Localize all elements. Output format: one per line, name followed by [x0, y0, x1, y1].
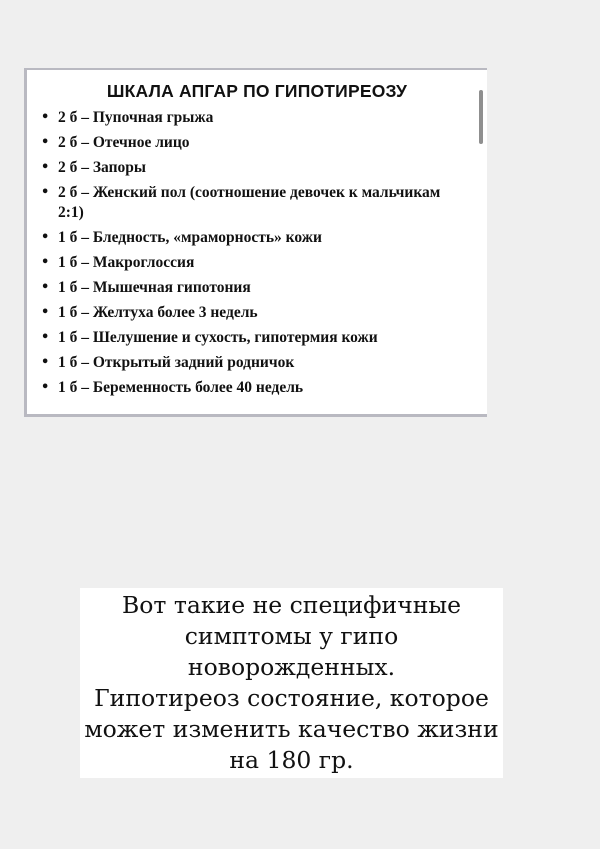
caption-line: симптомы у гипо [184, 622, 399, 650]
caption-line: Гипотиреоз состояние, которое [94, 684, 489, 712]
bullet-icon: • [41, 230, 50, 245]
caption-line: на 180 гр. [229, 746, 354, 774]
list-item: • 2 б – Отечное лицо [41, 134, 190, 151]
bullet-icon: • [41, 355, 50, 370]
caption-line: может изменить качество жизни [84, 715, 499, 743]
bullet-icon: • [41, 185, 50, 200]
list-item: • 1 б – Макроглоссия [41, 254, 195, 271]
apgar-criteria-list [40, 108, 460, 403]
bullet-icon: • [41, 330, 50, 345]
bullet-icon: • [41, 255, 50, 270]
list-item: • 1 б – Беременность более 40 недель [41, 379, 304, 396]
story-caption-box [80, 588, 503, 778]
slide-title: ШКАЛА АПГАР ПО ГИПОТИРЕОЗУ [106, 81, 408, 101]
list-item: • 2 б – Женский пол (соотношение девочек к мальчикам 2:1) [41, 184, 441, 221]
bullet-icon: • [41, 305, 50, 320]
bullet-icon: • [41, 110, 50, 125]
list-item: • 2 б – Пупочная грыжа [41, 109, 214, 126]
bullet-icon: • [41, 135, 50, 150]
story-caption [80, 588, 503, 776]
bullet-icon: • [41, 280, 50, 295]
caption-line: Вот такие не специфичные [121, 591, 462, 619]
list-item: • 1 б – Шелушение и сухость, гипотермия кожи [41, 329, 378, 346]
list-item: • 1 б – Мышечная гипотония [41, 279, 251, 296]
scrollbar-thumb[interactable] [479, 90, 483, 144]
list-item: • 1 б – Бледность, «мраморность» кожи [41, 229, 322, 246]
caption-line: новорожденных. [187, 653, 396, 681]
bullet-icon: • [41, 160, 50, 175]
list-item: • 1 б – Желтуха более 3 недель [41, 304, 258, 321]
list-item: • 1 б – Открытый задний родничок [41, 354, 295, 371]
list-item: • 2 б – Запоры [41, 159, 147, 176]
bullet-icon: • [41, 380, 50, 395]
